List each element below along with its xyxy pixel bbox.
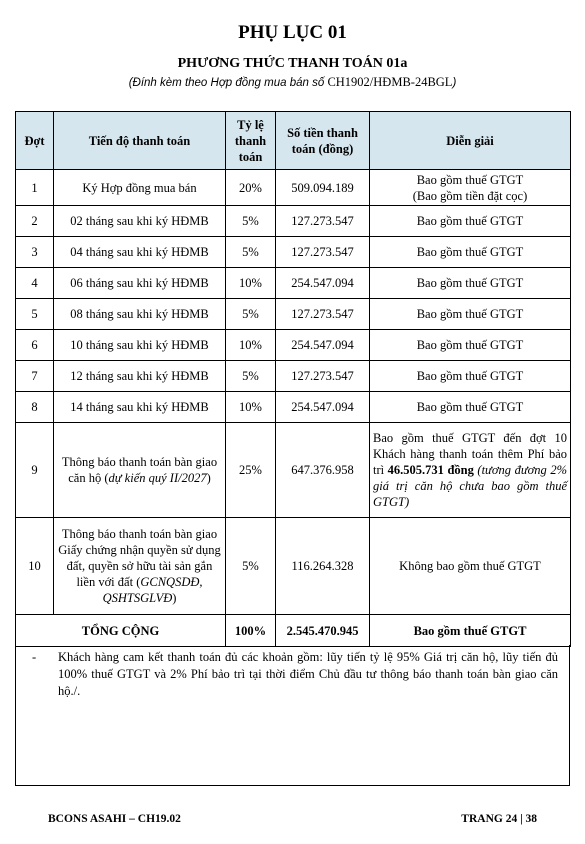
page-total: 38 <box>525 813 537 825</box>
cell-amount: 647.376.958 <box>276 423 370 518</box>
cell-progress: 14 tháng sau khi ký HĐMB <box>54 392 226 423</box>
notes-box <box>15 645 570 786</box>
table-row <box>16 361 571 392</box>
cell-progress: Ký Hợp đồng mua bán <box>54 170 226 206</box>
cell-dot: 10 <box>16 518 54 615</box>
header-rate: Tỷ lệ thanh toán <box>226 112 276 170</box>
table-row <box>16 330 571 361</box>
cell-rate: 25% <box>226 423 276 518</box>
cell-amount: 127.273.547 <box>276 299 370 330</box>
cell-progress: 08 tháng sau khi ký HĐMB <box>54 299 226 330</box>
table-row <box>16 423 571 518</box>
note-text: Khách hàng cam kết thanh toán đủ các khoản gồm: lũy tiến tỷ lệ 95% Giá trị căn hộ, lũy tiến đủ 100% thuế GTGT và 2% Phí bảo trì tại thời điểm Chủ đầu tư thông báo thanh toán bàn giao căn hộ./. <box>58 650 558 698</box>
total-row <box>16 615 571 647</box>
cell-dot: 7 <box>16 361 54 392</box>
cell-rate: 5% <box>226 361 276 392</box>
cell-rate: 10% <box>226 330 276 361</box>
cell-progress: 06 tháng sau khi ký HĐMB <box>54 268 226 299</box>
attach-prefix: (Đính kèm theo Hợp đồng mua bán số <box>128 77 328 89</box>
table-row <box>16 237 571 268</box>
total-description: Bao gồm thuế GTGT <box>370 615 571 647</box>
table-row <box>16 206 571 237</box>
cell-rate: 10% <box>226 392 276 423</box>
cell-amount: 509.094.189 <box>276 170 370 206</box>
cell-description: Bao gồm thuế GTGT <box>370 206 571 237</box>
cell-amount: 254.547.094 <box>276 268 370 299</box>
description-text: Bao gồm thuế GTGT đến đợt 10 Khách hàng thanh toán thêm Phí bảo trì <box>373 431 567 477</box>
header-description: Diễn giải <box>370 112 571 170</box>
cell-rate: 10% <box>226 268 276 299</box>
progress-open: ( <box>136 575 141 589</box>
description-line: Bao gồm thuế GTGT <box>416 172 524 187</box>
header-dot: Đợt <box>16 112 54 170</box>
cell-progress: 04 tháng sau khi ký HĐMB <box>54 237 226 268</box>
table-row <box>16 518 571 615</box>
footer-page-number <box>461 813 537 825</box>
cell-amount: 127.273.547 <box>276 237 370 268</box>
cell-progress: 12 tháng sau khi ký HĐMB <box>54 361 226 392</box>
cell-description: Bao gồm thuế GTGT <box>370 392 571 423</box>
contract-number: CH1902/HĐMB-24BGL <box>327 75 453 89</box>
cell-description: Bao gồm thuế GTGT <box>370 361 571 392</box>
table-row <box>16 170 571 206</box>
cell-amount: 254.547.094 <box>276 330 370 361</box>
cell-progress <box>54 518 226 615</box>
cell-dot: 9 <box>16 423 54 518</box>
cell-dot: 6 <box>16 330 54 361</box>
cell-description <box>370 423 571 518</box>
attach-suffix: ) <box>452 77 457 89</box>
contract-reference <box>0 75 585 90</box>
description-line: (Bao gồm tiền đặt cọc) <box>412 188 528 203</box>
cell-dot: 1 <box>16 170 54 206</box>
cell-description: Bao gồm thuế GTGT <box>370 237 571 268</box>
header-amount: Số tiền thanh toán (đồng) <box>276 112 370 170</box>
cell-dot: 2 <box>16 206 54 237</box>
cell-progress: 10 tháng sau khi ký HĐMB <box>54 330 226 361</box>
cell-dot: 5 <box>16 299 54 330</box>
cell-description: Bao gồm thuế GTGT <box>370 330 571 361</box>
cell-amount: 127.273.547 <box>276 361 370 392</box>
cell-description: Bao gồm thuế GTGT <box>370 299 571 330</box>
progress-text: Thông báo thanh toán bàn giao căn hộ ( <box>61 455 218 485</box>
progress-note: GCNQSDĐ, QSHTSGLVĐ <box>102 575 203 605</box>
table-row <box>16 392 571 423</box>
appendix-subtitle: PHƯƠNG THỨC THANH TOÁN 01a <box>177 56 408 71</box>
cell-dot: 3 <box>16 237 54 268</box>
cell-description <box>370 170 571 206</box>
note-item <box>32 649 558 700</box>
cell-description: Bao gồm thuế GTGT <box>370 268 571 299</box>
table-header-row <box>16 112 571 170</box>
total-rate: 100% <box>226 615 276 647</box>
page-title: PHỤ LỤC 01 <box>238 22 347 43</box>
cell-rate: 5% <box>226 237 276 268</box>
cell-dot: 4 <box>16 268 54 299</box>
cell-rate: 5% <box>226 518 276 615</box>
progress-close: ) <box>206 471 211 485</box>
cell-rate: 5% <box>226 299 276 330</box>
table-row <box>16 299 571 330</box>
cell-description: Không bao gồm thuế GTGT <box>370 518 571 615</box>
cell-amount: 127.273.547 <box>276 206 370 237</box>
cell-dot: 8 <box>16 392 54 423</box>
progress-text: Thông báo thanh toán bàn giao Giấy chứng nhận quyền sử dụng đất, quyền sở hữu tài sản gắn liền với đất <box>58 527 221 589</box>
total-amount: 2.545.470.945 <box>276 615 370 647</box>
description-note: (tương đương 2% giá trị căn hộ chưa bao gồm thuế GTGT) <box>373 463 568 509</box>
progress-note: dự kiến quý II/2027 <box>108 471 207 485</box>
table-row <box>16 268 571 299</box>
cell-amount: 116.264.328 <box>276 518 370 615</box>
maintenance-fee: 46.505.731 đồng <box>387 463 474 477</box>
header-progress: Tiến độ thanh toán <box>54 112 226 170</box>
note-bullet: - <box>32 650 37 664</box>
cell-progress <box>54 423 226 518</box>
cell-amount: 254.547.094 <box>276 392 370 423</box>
cell-rate: 20% <box>226 170 276 206</box>
cell-progress: 02 tháng sau khi ký HĐMB <box>54 206 226 237</box>
payment-schedule-table <box>15 111 571 647</box>
page-current: TRANG 24 | <box>461 813 526 825</box>
cell-rate: 5% <box>226 206 276 237</box>
progress-close: ) <box>172 591 177 605</box>
footer-project: BCONS ASAHI – CH19.02 <box>48 813 181 825</box>
total-label: TỔNG CỘNG <box>16 615 226 647</box>
